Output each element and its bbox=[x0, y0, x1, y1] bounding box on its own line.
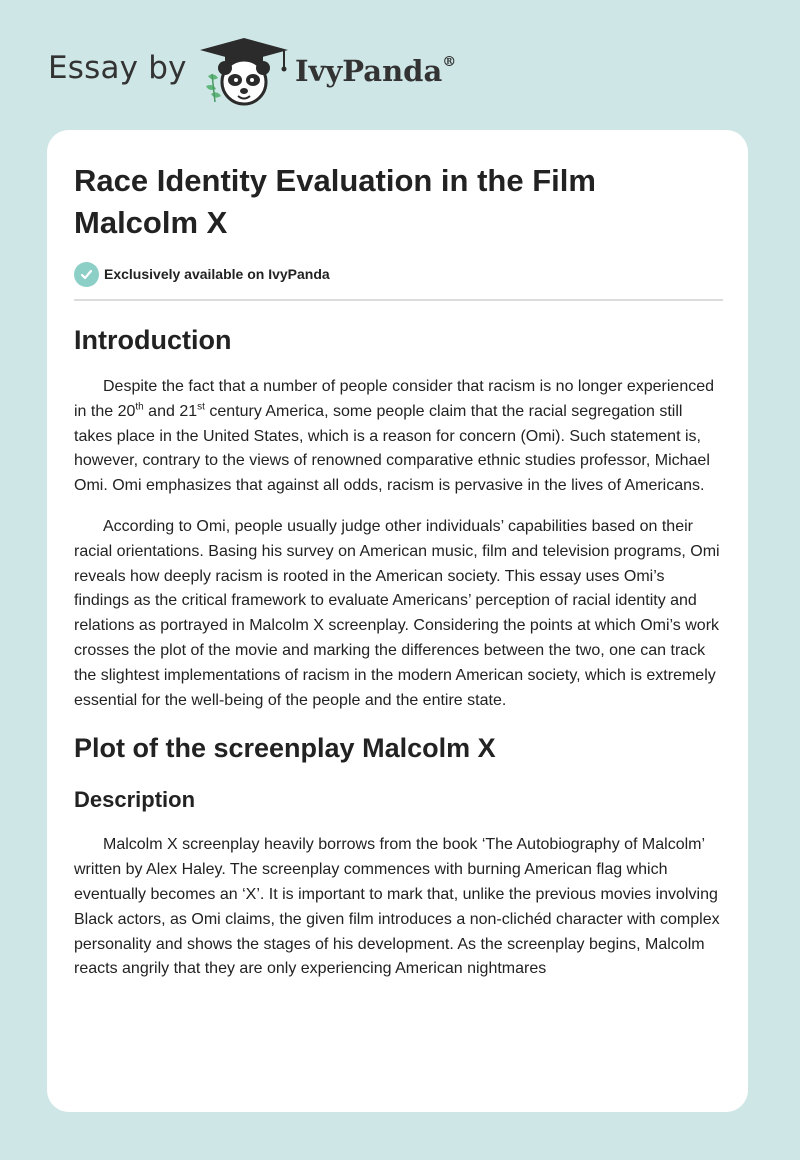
site-header bbox=[0, 0, 800, 130]
essay-card bbox=[47, 130, 748, 1112]
paragraph: Malcolm X screenplay heavily borrows from the book ‘The Autobiography of Malcolm’ written by Alex Haley. The screenplay commences with burning American flag which eventually becomes an ‘X’. It is important to mark that, unlike the previous movies involving Black actors, as Omi claims, the given film introduces a non-clichéd character with complex personality and shows the stages of his development. As the screenplay begins, Malcolm reacts angrily that they are only experiencing American nightmares bbox=[74, 836, 720, 978]
essay-content bbox=[74, 160, 724, 982]
exclusive-badge bbox=[74, 261, 724, 287]
section-heading-plot: Plot of the screenplay Malcolm X bbox=[74, 733, 496, 764]
paragraph: According to Omi, people usually judge other individuals’ capabilities based on their racial orientations. Basing his survey on American music, film and television programs, Omi reveals how deeply racism is rooted in the American society. This essay uses Omi’s findings as the critical framework to evaluate Americans’ perception of racial identity and relations as portrayed in Malcolm X screenplay. Considering the points at which Omi’s work crosses the plot of the movie and marking the differences between the two, one can track the slightest implementations of racism in the modern American society, which is extremely essential for the well-being of the people and the entire state. bbox=[74, 517, 720, 709]
check-circle-icon bbox=[74, 262, 99, 287]
brand-name[interactable]: IvyPanda® bbox=[295, 54, 457, 88]
registered-mark: ® bbox=[442, 54, 457, 71]
subsection-heading-description: Description bbox=[74, 787, 196, 813]
paragraph: Despite the fact that a number of people consider that racism is no longer experienced in the 20th and 21st century America, some people claim that the racial segregation still takes place in the United States, which is a reason for concern (Omi). Such statement is, however, contrary to the views of renowned comparative ethnic studies professor, Michael Omi. Omi emphasizes that against all odds, racism is pervasive in the lives of Americans. bbox=[74, 378, 715, 495]
section-heading-introduction: Introduction bbox=[74, 325, 232, 355]
divider bbox=[74, 299, 723, 301]
exclusive-label: Exclusively available on IvyPanda bbox=[104, 266, 330, 282]
essay-by-label: Essay by bbox=[48, 50, 187, 86]
panda-graduate-logo-icon[interactable] bbox=[198, 36, 290, 110]
page-title: Race Identity Evaluation in the Film Malcolm X bbox=[74, 163, 596, 240]
